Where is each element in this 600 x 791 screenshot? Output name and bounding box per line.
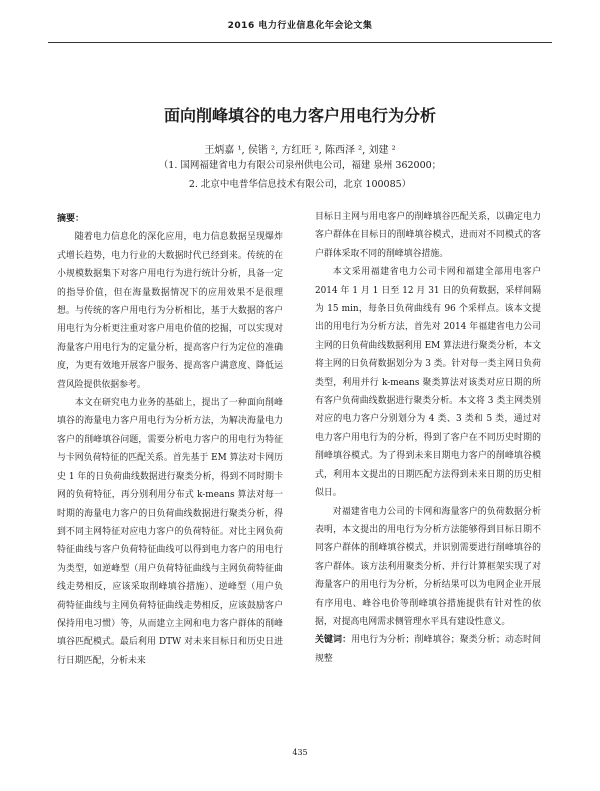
abstract-paragraph-2: 本文在研究电力业务的基础上，提出了一种面向削峰填谷的海量电力客户用电行为分析方法，为解决海量电力客户的削峰填谷问题，需要分析电力客户的用电行为特征与卡网负荷特征的匹配关系。首先基于 EM 算法对卡网历史 1 年的日负荷曲线数据进行聚类分析，得到不同时期卡网的负荷特征，再分别利用分布式 k-means 算法对每一时期的海量电力客户的日负荷曲线数据进行聚类分析，得到不同主网特征对应电力客户的负荷特征。对比主网负荷特征曲线与客户负荷特征曲线可以得到电力客户的用电行为类型，如逆峰型（用户负荷特征曲线与主网负荷特征曲线走势相反，应该采取削峰填谷措施）、逆峰型（用户负荷特征曲线与主网负荷特征曲线走势相反，应该鼓励客户保持用电习惯）等，从而建立主网和电力客户群体的削峰填谷匹配模式。最后利用 DTW 对未来目标日和历史日进行日期匹配，分析未来 [57, 398, 283, 666]
header-divider [48, 42, 552, 43]
abstract-paragraph-5: 对福建省电力公司的卡网和海量客户的负荷数据分析表明，本文提出的用电行为分析方法能够得到目标日期不同客户群体的削峰填谷模式，并识别需要进行削峰填谷的客户群体。该方法利用聚类分析、并行计算框架实现了对海量客户的用电行为分析，分析结果可以为电网企业开展有序用电、峰谷电价等削峰填谷措施提供有针对性的依据，对提高电网需求侧管理水平具有建设性意义。 [315, 506, 541, 627]
keywords-line [315, 631, 541, 668]
keywords-text: 用电行为分析；削峰填谷；聚类分析；动态时间规整 [315, 635, 541, 664]
running-header: 2016 电力行业信息化年会论文集 [227, 21, 373, 31]
affiliation-1: （1. 国网福建省电力有限公司泉州供电公司，福建 泉州 362000； [158, 160, 442, 171]
author-list: 王炳嘉 ¹, 侯锴 ², 方红旺 ², 陈西泽 ², 刘建 ² [204, 145, 396, 156]
keywords-label: 关键词： [315, 635, 352, 646]
abstract-paragraph-3: 目标日主网与用电客户的削峰填谷匹配关系，以确定电力客户群体在目标日的削峰填谷模式，进而对不同模式的客户群体采取不同的削峰填谷措施。 [315, 212, 541, 259]
abstract-heading [57, 210, 283, 228]
abstract-left-column [57, 210, 283, 670]
abstract-label: 摘要： [57, 214, 85, 224]
abstract-paragraph-4: 本文采用福建省电力公司卡网和福建全部用电客户 2014 年 1 月 1 日至 12 月 31 日的负荷数据，采样间隔为 15 min，每条日负荷曲线有 96 个采样点。该本文提出的用电行为分析方法，首先对 2014 年福建省电力公司主网的日负荷曲线数据利用 EM 算法进行聚类分析，本文将主网的日负荷数据划分为 3 类。针对每一类主网日负荷类型，利用并行 k-means 聚类算法对该类对应日期的所有客户负荷曲线数据进行聚类分析。本文将 3 类主网类别对应的电力客户分别划分为 4 类、3 类和 5 类，通过对电力客户用电行为的分析，得到了客户在不同历史时期的削峰填谷模式。为了得到未来目期电力客户的削峰填谷模式，利用本文提出的日期匹配方法得到未来日期的历史相似日。 [315, 267, 541, 499]
page-number: 435 [292, 748, 308, 757]
abstract-paragraph-1: 随着电力信息化的深化应用，电力信息数据呈现爆炸式增长趋势，电力行业的大数据时代已经到来。传统的在小规模数据集下对客户用电行为进行统计分析，具备一定的指导价值，但在海量数据情况下的应用效果不是很理想。与传统的客户用电行为分析相比，基于大数据的客户用电行为分析更注重对客户用电价值的挖掘，可以实现对海量客户用电行为的定量分析，提高客户行为定位的准确度，为更有效地开展客户服务、提高客户满意度、降低运营风险提供依据参考。 [57, 232, 283, 390]
affiliation-2: 2. 北京中电普华信息技术有限公司，北京 100085） [188, 179, 412, 190]
abstract-right-column [315, 208, 541, 668]
paper-title: 面向削峰填谷的电力客户用电行为分析 [163, 106, 436, 125]
